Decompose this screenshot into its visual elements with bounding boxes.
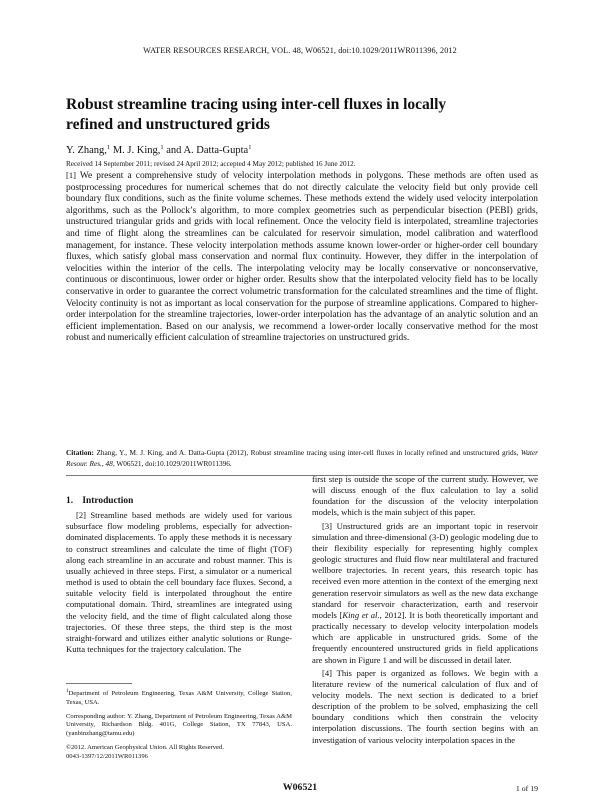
author-3-affiliation: 1	[248, 144, 252, 151]
citation-text: Zhang, Y., M. J. King, and A. Datta-Gupta (2012), Robust streamline tracing using inter-cell fluxes in locally refined and unstructured grids,	[96, 448, 519, 457]
citation-doi: W06521, doi:10.1029/2011WR011396.	[116, 458, 232, 468]
citation-journal: Water Resour. Res., 48,	[66, 448, 538, 468]
running-header: WATER RESOURCES RESEARCH, VOL. 48, W06521, doi:10.1029/2011WR011396, 2012	[143, 46, 457, 55]
affiliation-marker: 1	[66, 689, 69, 694]
copyright-block	[66, 744, 292, 762]
author-3: and A. Datta-Gupta	[166, 145, 249, 156]
footnotes	[66, 688, 292, 767]
title-line-2: refined and unstructured grids	[66, 116, 270, 133]
paragraph-text: This paper is organized as follows. We begin with a literature review of the numerical calculation of flux and of velocity models. The next section is dedicated to a brief description of the problem to be solved, emphasizing the cell boundary conditions which then constrain the velocity interpolation discussions. The fourth section begins with an investigation of various velocity interpolation spaces in the	[312, 667, 538, 745]
citation	[66, 448, 538, 469]
author-1: Y. Zhang,	[66, 145, 107, 156]
left-column	[66, 474, 292, 655]
author-2-affiliation: 1	[160, 144, 164, 151]
affiliation-text: Department of Petroleum Engineering, Texas A&M University, College Station, Texas, USA.	[66, 690, 292, 706]
received-dates: Received 14 September 2011; revised 24 April 2012; accepted 4 May 2012; published 16 June 2012.	[66, 160, 356, 168]
paragraph-number: [4]	[322, 667, 332, 678]
issn-text: 0043-1397/12/2011WR011396	[66, 752, 148, 760]
paragraph-number: [3]	[322, 520, 332, 531]
citation-label: Citation:	[66, 448, 94, 457]
title-line-1: Robust streamline tracing using inter-cell fluxes in locally	[66, 96, 447, 113]
abstract	[66, 170, 538, 345]
affiliation-footnote	[66, 688, 292, 708]
reference-link[interactable]: King et al.	[342, 609, 380, 620]
right-column	[312, 474, 538, 746]
page-number: 1 of 19	[515, 784, 538, 793]
body-paragraph	[66, 510, 292, 655]
paragraph-text: Streamline based methods are widely used for various subsurface flow modeling problems, especially for advection-dominated displacements. To apply these methods it is necessary to construct streamlines and calculate the time of flight (TOF) along each streamline in an accurate and robust manner. This is usually achieved in three steps. First, a simulator or a numerical method is used to obtain the cell boundary face fluxes. Second, a suitable velocity field is interpolated throughout the entire computational domain. Third, streamlines are integrated using the velocity field, and the time of flight calculated along those trajectories. Of these three steps, the third step is the most straight-forward and utilizes either analytic solutions or Runge-Kutta techniques for the trajectory calculation. The	[66, 510, 292, 655]
section-heading: 1. Introduction	[66, 496, 134, 506]
author-2: M. J. King,	[112, 145, 161, 156]
footnote-divider	[66, 683, 132, 684]
paragraph-text: Unstructured grids are an important topic in reservoir simulation and three-dimensional (3-D) geologic modeling due to their flexibility especially for representing highly complex geologic structures and fluid flow near multilateral and fractured wellbore trajectories. In recent years, this research topic has received even more attention in the context of the emerging next generation reservoir simulators as well as the new data exchange standard for reservoir characterization, earth and reservoir models [	[312, 520, 539, 620]
paragraph-text: , 2012]. It is both theoretically important and practically necessary to develop velocity interpolation models which are applicable in unstructured grids. Some of the frequently encountered unstructured grids in field applications are shown in Figure 1 and will be discussed in detail later.	[312, 609, 538, 665]
author-list	[66, 144, 251, 156]
paper-title	[66, 95, 536, 135]
abstract-text: We present a comprehensive study of velocity interpolation methods in polygons. These methods are often used as postprocessing procedures for numerical schemes that do not directly calculate the velocity field but only provide cell boundary flux conditions, such as the finite volume schemes. These methods extend the widely used velocity interpolation algorithms, such as the Pollock’s algorithm, to more complex geometries such as perpendicular bisection (PEBI) grids, unstructured triangular grids and grids with local refinement. Once the velocity field is interpolated, streamline trajectories and time of flight along the streamlines can be calculated for reservoir simulation, model calibration and waterflood management, for instance. These velocity interpolation methods assume known lower-order or higher-order cell boundary fluxes, which satisfy global mass conservation and normal flux continuity. However, they differ in the interpolation of velocities within the interior of the cells. The interpolating velocity may be locally conservative or nonconservative, continuous or discontinuous, lower order or higher order. Results show that the interpolated velocity field has to be locally conservative in order to guarantee the correct volumetric transformation for the calculated streamlines and the time of flight. Velocity continuity is not as important as local conservation for the purpose of streamline applications. Compared to higher-order interpolation for the streamline trajectories, lower-order interpolation has the advantage of an analytic solution and an efficient implementation. Based on our analysis, we recommend a lower-order locally conservative method for the most robust and numerically efficient calculation of streamline trajectories on unstructured grids.	[66, 171, 538, 344]
body-paragraph: first step is outside the scope of the current study. However, we will discuss enough of the flux calculation to lay a solid foundation for the discussion of the velocity interpolation models, which is the main subject of this paper.	[312, 474, 538, 518]
author-1-affiliation: 1	[106, 144, 111, 151]
article-id: W06521	[282, 782, 318, 793]
body-paragraph	[312, 668, 538, 746]
paragraph-number: [2]	[76, 510, 86, 521]
paragraph-number: [1]	[66, 170, 76, 180]
copyright-text: ©2012. American Geophysical Union. All Rights Reserved.	[66, 743, 224, 751]
corresponding-author: Corresponding author: Y. Zhang, Department of Petroleum Engineering, Texas A&M University, Richardson Bldg. 401G, College Station, TX 77843, USA. (yanbinzhang@tamu.edu)	[66, 712, 292, 738]
body-paragraph	[312, 521, 538, 666]
